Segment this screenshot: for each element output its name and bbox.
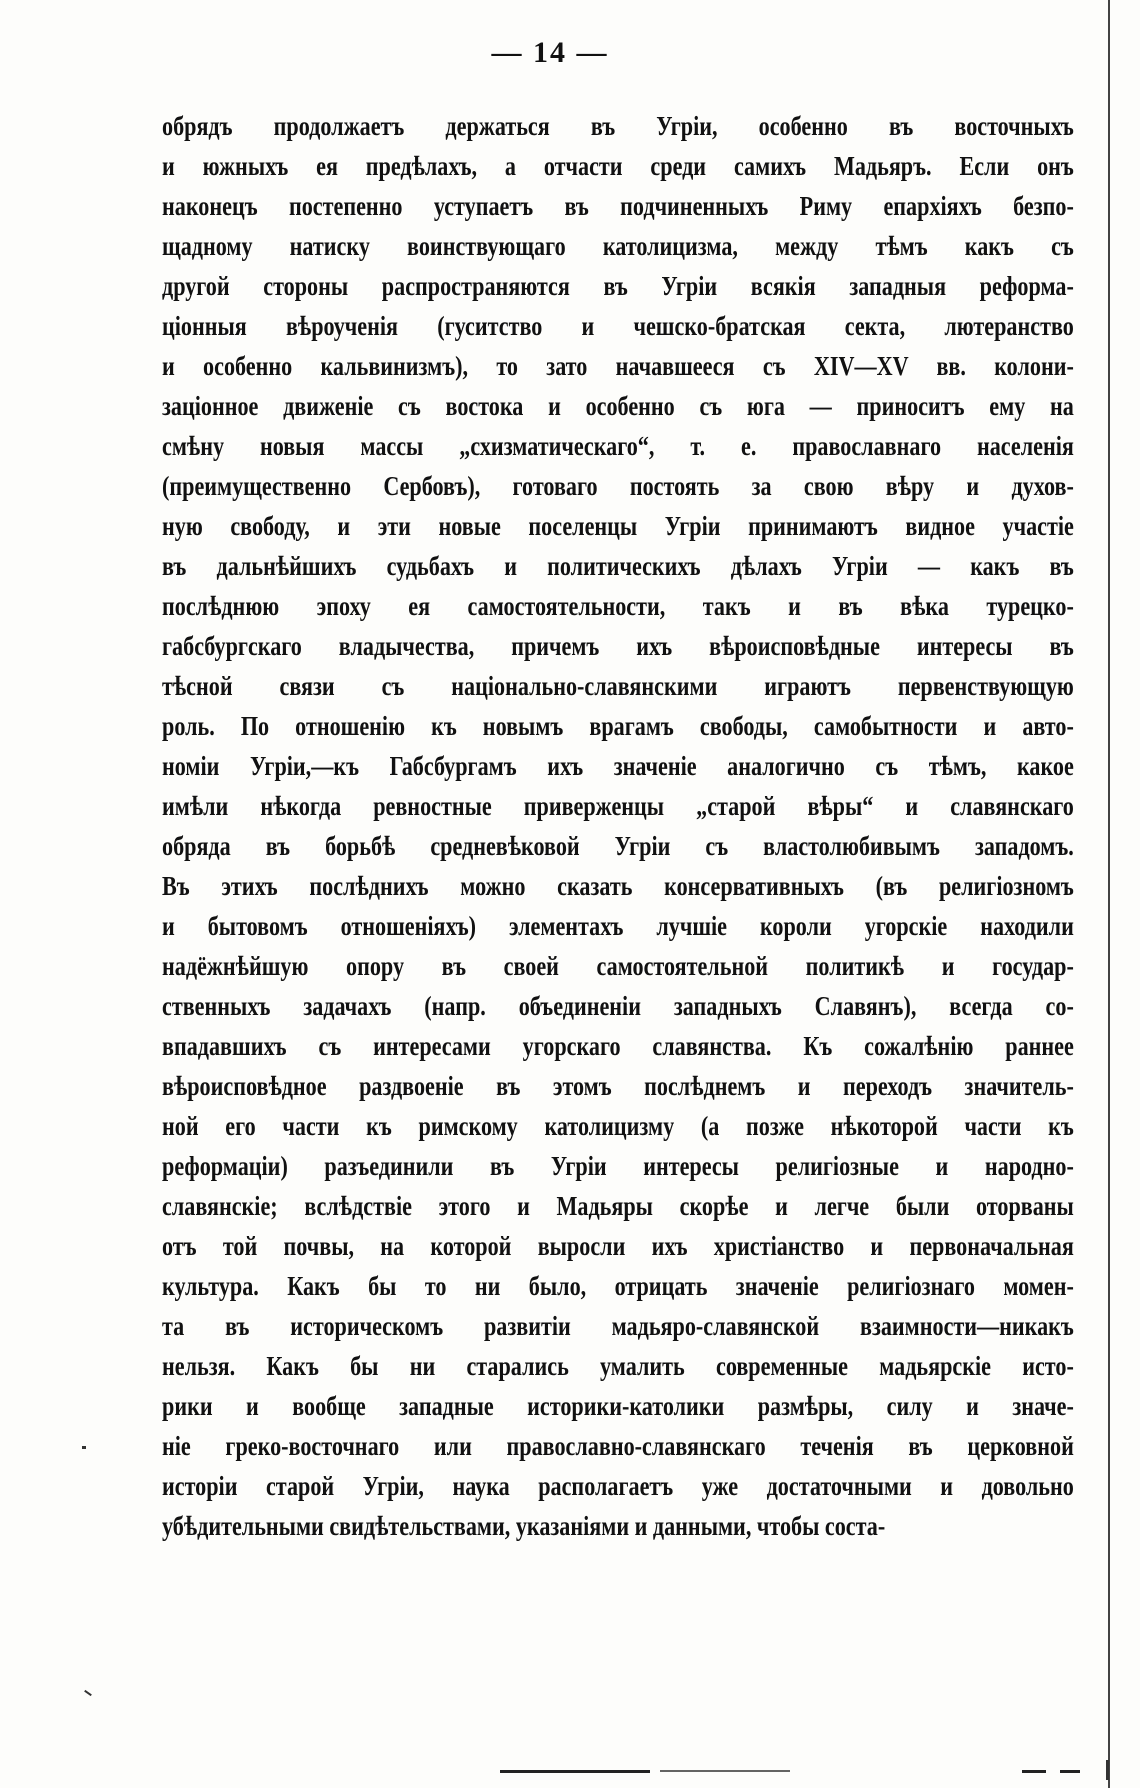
text-line: смѣну новыя массы „схизматическаго“, т. е. православнаго населенія — [162, 431, 1074, 461]
text-line: и бытовомъ отношеніяхъ) элементахъ лучшіе короли угорскіе находили — [162, 911, 1074, 941]
text-line: исторіи старой Угріи, наука располагаетъ уже достаточными и довольно — [162, 1471, 1074, 1501]
text-line: другой стороны распространяются въ Угріи всякія западныя реформа- — [162, 271, 1074, 301]
body-text — [162, 106, 1074, 1546]
text-line: номіи Угріи,—къ Габсбургамъ ихъ значеніе аналогично съ тѣмъ, какое — [162, 751, 1074, 781]
bottom-scan-artifact — [500, 1770, 650, 1773]
text-line: ную свободу, и эти новые поселенцы Угріи принимаютъ видное участіе — [162, 511, 1074, 541]
text-line: славянскіе; вслѣдствіе этого и Мадьяры скорѣе и легче были оторваны — [162, 1191, 1074, 1221]
text-line: заціонное движеніе съ востока и особенно съ юга — приноситъ ему на — [162, 391, 1074, 421]
text-line: роль. По отношенію къ новымъ врагамъ свободы, самобытности и авто- — [162, 711, 1074, 741]
text-line: обряда въ борьбѣ средневѣковой Угріи съ властолюбивымъ западомъ. — [162, 831, 1074, 861]
bottom-scan-artifact — [660, 1770, 790, 1772]
text-line: наконецъ постепенно уступаетъ въ подчиненныхъ Риму епархіяхъ безпо- — [162, 191, 1074, 221]
text-line: нельзя. Какъ бы ни старались умалить современные мадьярскіе исто- — [162, 1351, 1074, 1381]
text-line: ственныхъ задачахъ (напр. объединеніи западныхъ Славянъ), всегда со- — [162, 991, 1074, 1021]
text-line: и особенно кальвинизмъ), то зато начавшееся съ XIV—XV вв. колони- — [162, 351, 1074, 381]
text-line: та въ историческомъ развитіи мадьяро-славянской взаимности—никакъ — [162, 1311, 1074, 1341]
text-line: отъ той почвы, на которой выросли ихъ христіанство и первоначальная — [162, 1231, 1074, 1261]
text-line: Въ этихъ послѣднихъ можно сказать консервативныхъ (въ религіозномъ — [162, 871, 1074, 901]
text-line: и южныхъ ея предѣлахъ, а отчасти среди самихъ Мадьяръ. Если онъ — [162, 151, 1074, 181]
text-line: культура. Какъ бы то ни было, отрицать значеніе религіознаго момен- — [162, 1271, 1074, 1301]
scan-speck — [82, 1446, 86, 1449]
bottom-scan-artifact — [1022, 1770, 1046, 1773]
text-line: ніе греко-восточнаго или православно-славянскаго теченія въ церковной — [162, 1431, 1074, 1461]
text-line: щадному натиску воинствующаго католицизма, между тѣмъ какъ съ — [162, 231, 1074, 261]
text-line: впадавшихъ съ интересами угорскаго славянства. Къ сожалѣнію раннее — [162, 1031, 1074, 1061]
text-line: габсбургскаго владычества, причемъ ихъ вѣроисповѣдные интересы въ — [162, 631, 1074, 661]
text-line: (преимущественно Сербовъ), готоваго постоять за свою вѣру и духов- — [162, 471, 1074, 501]
text-line: ной его части къ римскому католицизму (а позже нѣкоторой части къ — [162, 1111, 1074, 1141]
text-line: реформаціи) разъединили въ Угріи интересы религіозные и народно- — [162, 1151, 1074, 1181]
page-number: — 14 — — [491, 36, 609, 69]
scan-speck — [1106, 1760, 1109, 1780]
text-line: обрядъ продолжаетъ держаться въ Угріи, особенно въ восточныхъ — [162, 111, 1074, 141]
text-line: въ дальнѣйшихъ судьбахъ и политическихъ дѣлахъ Угріи — какъ въ — [162, 551, 1074, 581]
text-line: тѣсной связи съ національно-славянскими играютъ первенствующую — [162, 671, 1074, 701]
text-line: надёжнѣйшую опору въ своей самостоятельной политикѣ и государ- — [162, 951, 1074, 981]
text-line: имѣли нѣкогда ревностные приверженцы „старой вѣры“ и славянскаго — [162, 791, 1074, 821]
page-edge-line — [1108, 0, 1110, 1788]
bottom-scan-artifact — [1060, 1770, 1080, 1773]
text-line: ціонныя вѣроученія (гуситство и чешско-братская секта, лютеранство — [162, 311, 1074, 341]
scan-speck — [84, 1690, 92, 1696]
text-line: вѣроисповѣдное раздвоеніе въ этомъ послѣднемъ и переходъ значитель- — [162, 1071, 1074, 1101]
text-line: рики и вообще западные историки-католики размѣры, силу и значе- — [162, 1391, 1074, 1421]
text-line: убѣдительными свидѣтельствами, указаніями и данными, чтобы соста- — [162, 1511, 886, 1541]
text-line: послѣднюю эпоху ея самостоятельности, такъ и въ вѣка турецко- — [162, 591, 1074, 621]
